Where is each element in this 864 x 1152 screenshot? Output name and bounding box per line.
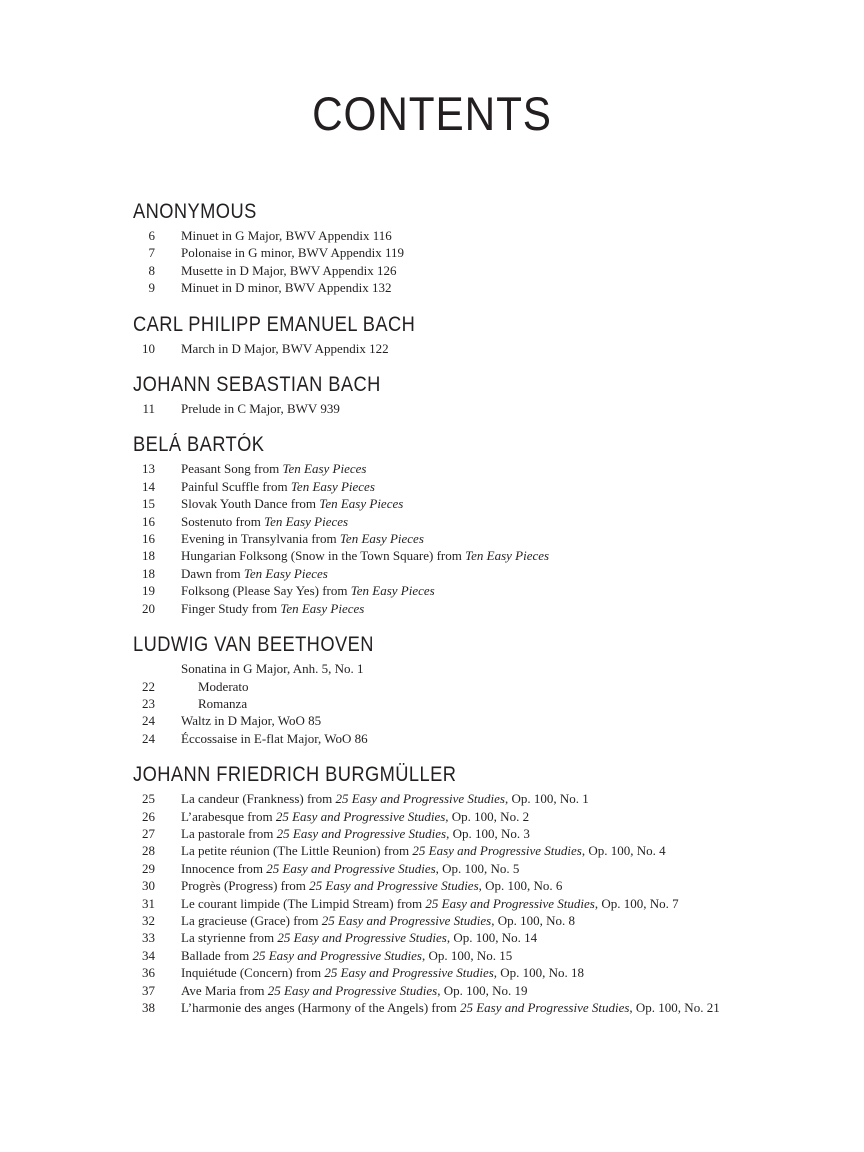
- entry-title: Slovak Youth Dance from Ten Easy Pieces: [181, 496, 404, 512]
- entry-title: Finger Study from Ten Easy Pieces: [181, 600, 365, 616]
- entry-page-number: 14: [142, 478, 155, 494]
- entry-page-number: 24: [142, 730, 155, 746]
- toc-entry: [133, 842, 834, 859]
- entry-page-number: [133, 660, 155, 677]
- entry-title: Waltz in D Major, WoO 85: [181, 713, 322, 729]
- toc-entry: [133, 582, 834, 599]
- entry-title: La petite réunion (The Little Reunion) from 25 Easy and Progressive Studies, Op. 100, No. 4: [181, 843, 666, 859]
- entry-page-number: 9: [148, 280, 155, 296]
- entry-title: Dawn from Ten Easy Pieces: [181, 565, 328, 581]
- entry-page-number: 23: [142, 695, 155, 711]
- composer-section: [133, 763, 834, 1016]
- entry-page-number: 13: [142, 461, 155, 477]
- entry-page-number: 27: [142, 825, 155, 841]
- entry-title: Polonaise in G minor, BWV Appendix 119: [181, 245, 404, 261]
- entry-page-number: 11: [142, 401, 155, 417]
- entry-title: Painful Scuffle from Ten Easy Pieces: [181, 478, 375, 494]
- composer-heading: ANONYMOUS: [133, 200, 257, 223]
- entry-title: Innocence from 25 Easy and Progressive Studies, Op. 100, No. 5: [181, 860, 520, 876]
- entry-page-number: 18: [142, 548, 155, 564]
- entry-page-number: 29: [142, 860, 155, 876]
- toc-entry: [133, 244, 834, 261]
- entry-page-number: 16: [142, 513, 155, 529]
- composer-heading: LUDWIG VAN BEETHOVEN: [133, 633, 374, 657]
- entry-page-number: 24: [142, 713, 155, 729]
- composer-section: [133, 200, 834, 297]
- toc-entry: [133, 947, 834, 964]
- entry-title: La styrienne from 25 Easy and Progressive Studies, Op. 100, No. 14: [181, 930, 538, 946]
- entry-page-number: 26: [142, 808, 155, 824]
- toc-entry: [133, 660, 834, 677]
- entry-title: L’arabesque from 25 Easy and Progressive Studies, Op. 100, No. 2: [181, 808, 530, 824]
- toc-entry: [133, 964, 834, 981]
- entry-page-number: 37: [142, 982, 155, 998]
- entry-page-number: 8: [148, 262, 155, 278]
- entry-title: La gracieuse (Grace) from 25 Easy and Progressive Studies, Op. 100, No. 8: [181, 912, 575, 928]
- entry-title: Éccossaise in E-flat Major, WoO 86: [181, 730, 368, 746]
- entry-title: Hungarian Folksong (Snow in the Town Square) from Ten Easy Pieces: [181, 548, 550, 564]
- entry-title: Romanza: [198, 695, 248, 711]
- composer-section: [133, 433, 834, 617]
- entry-title: March in D Major, BWV Appendix 122: [181, 340, 389, 356]
- table-of-contents: [133, 200, 834, 1016]
- toc-entry: [133, 982, 834, 999]
- entry-page-number: 32: [142, 912, 155, 928]
- composer-heading: JOHANN FRIEDRICH BURGMÜLLER: [133, 763, 457, 787]
- entry-page-number: 30: [142, 878, 155, 894]
- toc-entry: [133, 895, 834, 912]
- toc-entry: [133, 530, 834, 547]
- entry-title: Ballade from 25 Easy and Progressive Studies, Op. 100, No. 15: [181, 947, 513, 963]
- toc-entry: [133, 999, 834, 1016]
- toc-entry: [133, 678, 834, 695]
- toc-entry: [133, 695, 834, 712]
- entry-page-number: 34: [142, 947, 155, 963]
- entry-page-number: 20: [142, 600, 155, 616]
- toc-entry: [133, 495, 834, 512]
- entry-title: Ave Maria from 25 Easy and Progressive Studies, Op. 100, No. 19: [181, 982, 528, 998]
- entry-title: Moderato: [198, 678, 249, 694]
- composer-heading: JOHANN SEBASTIAN BACH: [133, 373, 381, 397]
- entry-title: La candeur (Frankness) from 25 Easy and Progressive Studies, Op. 100, No. 1: [181, 791, 589, 807]
- entry-title: La pastorale from 25 Easy and Progressive Studies, Op. 100, No. 3: [181, 825, 530, 841]
- toc-entry: [133, 227, 834, 244]
- entry-title: Minuet in D minor, BWV Appendix 132: [181, 280, 392, 296]
- entry-title: Sostenuto from Ten Easy Pieces: [181, 513, 349, 529]
- toc-entry: [133, 600, 834, 617]
- toc-entry: [133, 340, 834, 357]
- toc-entry: [133, 730, 834, 747]
- entry-title: Inquiétude (Concern) from 25 Easy and Progressive Studies, Op. 100, No. 18: [181, 965, 585, 981]
- composer-heading: CARL PHILIPP EMANUEL BACH: [133, 312, 416, 336]
- entry-page-number: 10: [142, 340, 155, 356]
- composer-section: [133, 633, 834, 747]
- toc-entry: [133, 279, 834, 296]
- entry-page-number: 28: [142, 843, 155, 859]
- toc-entry: [133, 478, 834, 495]
- toc-entry: [133, 400, 834, 417]
- entry-page-number: 22: [142, 678, 155, 694]
- toc-entry: [133, 262, 834, 279]
- entry-title: L’harmonie des anges (Harmony of the Angels) from 25 Easy and Progressive Studies, Op. 100, No. 21: [181, 1000, 720, 1015]
- toc-entry: [133, 547, 834, 564]
- entry-title: Peasant Song from Ten Easy Pieces: [181, 461, 367, 477]
- composer-section: [133, 313, 834, 357]
- toc-entry: [133, 712, 834, 729]
- entry-page-number: 16: [142, 531, 155, 547]
- toc-entry: [133, 565, 834, 582]
- entry-title: Minuet in G Major, BWV Appendix 116: [181, 228, 392, 243]
- entry-page-number: 36: [142, 965, 155, 981]
- entry-title: Musette in D Major, BWV Appendix 126: [181, 262, 397, 278]
- entry-page-number: 38: [142, 1000, 155, 1015]
- composer-heading: BELÁ BARTÓK: [133, 433, 265, 457]
- entry-page-number: 7: [148, 245, 155, 261]
- entry-page-number: 6: [148, 228, 155, 243]
- entry-title: Le courant limpide (The Limpid Stream) from 25 Easy and Progressive Studies, Op. 100, No. 7: [181, 895, 679, 911]
- toc-entry: [133, 513, 834, 530]
- toc-entry: [133, 825, 834, 842]
- entry-page-number: 33: [142, 930, 155, 946]
- toc-entry: [133, 860, 834, 877]
- entry-page-number: 18: [142, 565, 155, 581]
- entry-title: Prelude in C Major, BWV 939: [181, 401, 340, 417]
- entry-title: Folksong (Please Say Yes) from Ten Easy Pieces: [181, 583, 435, 599]
- entry-page-number: 25: [142, 791, 155, 807]
- entry-title: Evening in Transylvania from Ten Easy Pieces: [181, 531, 424, 547]
- toc-entry: [133, 912, 834, 929]
- entry-title: Progrès (Progress) from 25 Easy and Progressive Studies, Op. 100, No. 6: [181, 878, 563, 894]
- toc-entry: [133, 877, 834, 894]
- entry-title: Sonatina in G Major, Anh. 5, No. 1: [181, 661, 364, 677]
- toc-entry: [133, 790, 834, 807]
- page-title: CONTENTS: [312, 87, 552, 140]
- entry-page-number: 19: [142, 583, 155, 599]
- toc-entry: [133, 929, 834, 946]
- entry-page-number: 31: [142, 895, 155, 911]
- toc-entry: [133, 808, 834, 825]
- entry-page-number: 15: [142, 496, 155, 512]
- composer-section: [133, 373, 834, 417]
- toc-entry: [133, 460, 834, 477]
